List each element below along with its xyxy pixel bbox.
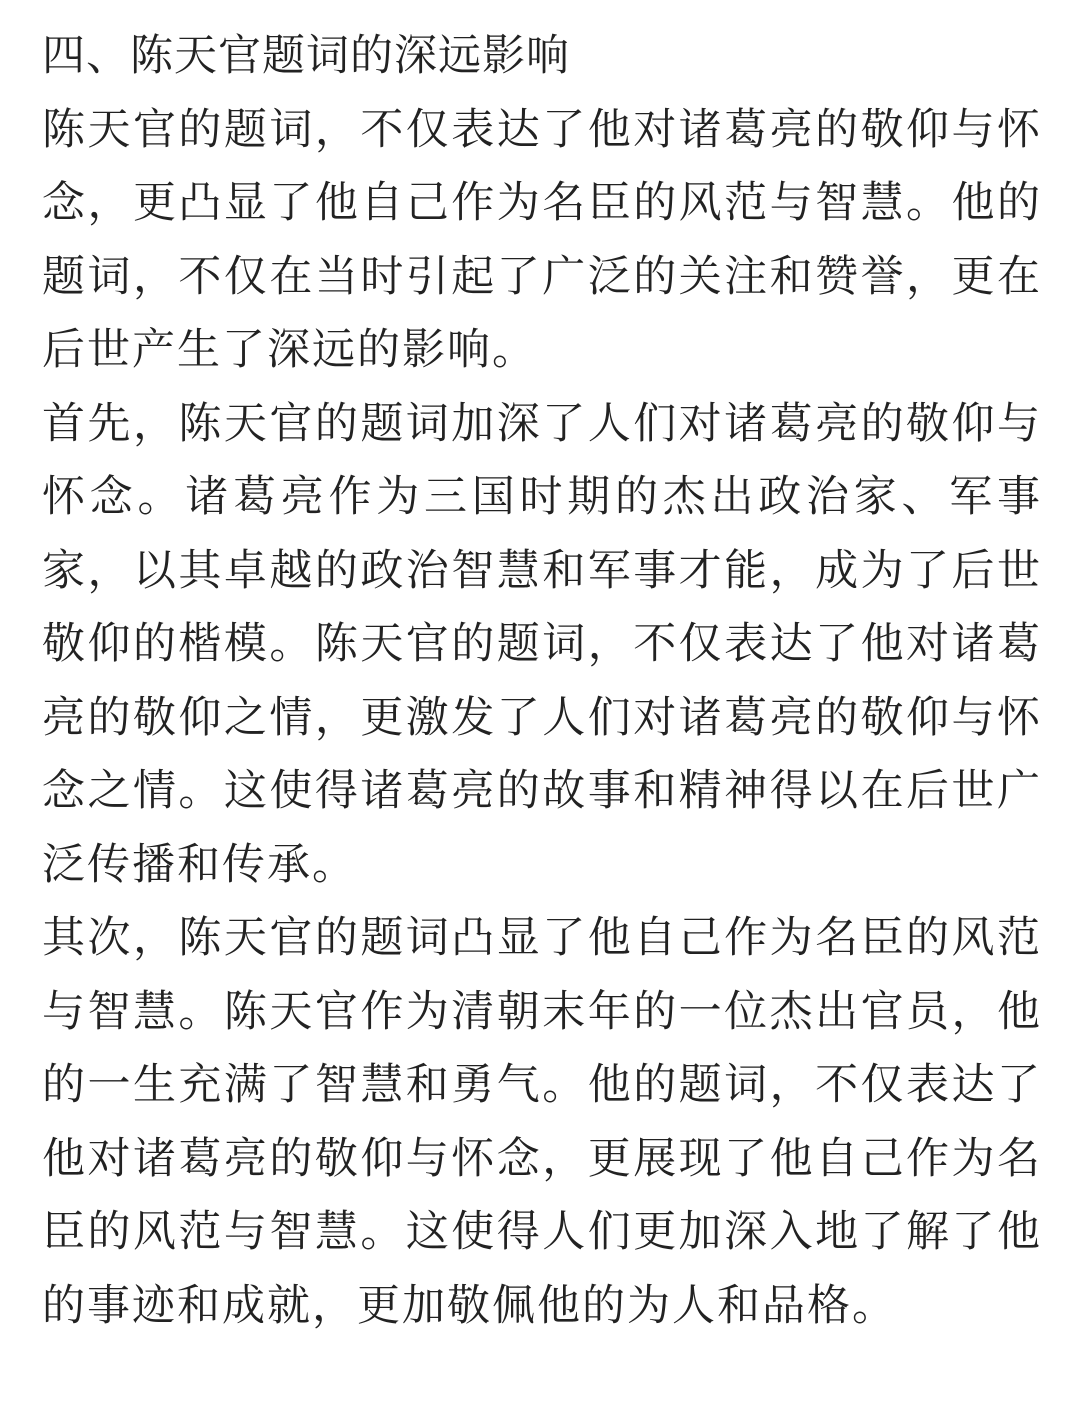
article-body [42,20,1042,1343]
paragraph-3: 其次，陈天官的题词凸显了他自己作为名臣的风范与智慧。陈天官作为清朝末年的一位杰出官员，他的一生充满了智慧和勇气。他的题词，不仅表达了他对诸葛亮的敬仰与怀念，更展现了他自己作为名臣的风范与智慧。这使得人们更加深入地了解了他的事迹和成就，更加敬佩他的为人和品格。 [42,913,1042,1331]
section-heading: 四、陈天官题词的深远影响 [42,31,570,81]
paragraph-2: 首先，陈天官的题词加深了人们对诸葛亮的敬仰与怀念。诸葛亮作为三国时期的杰出政治家、军事家，以其卓越的政治智慧和军事才能，成为了后世敬仰的楷模。陈天官的题词，不仅表达了他对诸葛亮的敬仰之情，更激发了人们对诸葛亮的敬仰与怀念之情。这使得诸葛亮的故事和精神得以在后世广泛传播和传承。 [42,398,1042,890]
paragraph-1: 陈天官的题词，不仅表达了他对诸葛亮的敬仰与怀念，更凸显了他自己作为名臣的风范与智慧。他的题词，不仅在当时引起了广泛的关注和赞誉，更在后世产生了深远的影响。 [42,104,1042,375]
